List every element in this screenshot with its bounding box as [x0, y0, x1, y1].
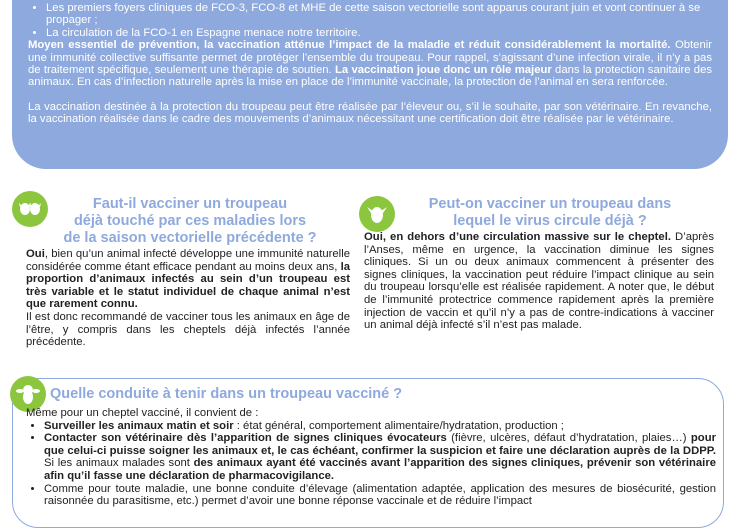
intro-text-2: dans la protection sanitaire des animaux. En cas d’infection naturelle après la mise en place de l’immunité vaccinale, la protection de l’animal en sera renforcée. — [28, 64, 712, 89]
left-heading: Faut-il vacciner un troupeau déjà touché par ces maladies lors de la saison vectorielle précédente ? — [63, 196, 317, 246]
conduct-list — [26, 420, 716, 508]
intro-lead-bold: Moyen essentiel de prévention, la vaccination atténue l’impact de la maladie et réduit considérablement la mortalité. — [28, 39, 671, 52]
intro-text: Obtenir une immunité collective suffisante permet de protéger l’ensemble du troupeau. Pour rappel, s’agissant d’une infection virale, il n’y a pas de traitement spécifique, seulement une thérapie de soutien. — [28, 39, 712, 77]
intro-paragraph-2: La vaccination destinée à la protection du troupeau peut être réalisée par l’éleveur ou, s’il le souhaite, par son vétérinaire. En revanche, la vaccination réalisée dans le cadre des mouvements d’animaux nécessitant une certification doit être réalisée par le vétérinaire. — [28, 100, 712, 126]
intro-panel — [12, 0, 728, 169]
list-item: • Contacter son vétérinaire dès l’apparition de signes cliniques évocateurs (fièvre, ulcères, défaut d’hydratation, plaies…) pour que celui-ci puisse soigner les animaux et, le cas échéant, confirmer la suspicion et faire une déclaration auprès de la DDPP. Si les animaux malades sont des animaux ayant été vaccinés avant l’apparition des signes cliniques, prévenir son vétérinaire afin qu’il fasse une déclaration de pharmacovigilance. — [44, 432, 716, 482]
conduct-body — [26, 407, 716, 508]
intro-bullet: • Les premiers foyers cliniques de FCO-3, FCO-8 et MHE de cette saison vectorielle sont apparus courant juin et vont continuer à se propager ; — [46, 2, 712, 27]
list-item: • Comme pour toute maladie, une bonne conduite d’élevage (alimentation adaptée, application des mesures de biosécurité, gestion raisonnée du parasitisme, etc.) permet d’avoir une bonne réponse vaccinale et de réduire l’impact — [44, 483, 716, 508]
right-paragraph: Oui, en dehors d’une circulation massive sur le cheptel. D’après l’Anses, même en urgence, la vaccination diminue les signes cliniques. Si un ou deux animaux commencent à présenter des signes cliniques, la vaccination peut réduire l’impact clinique au sein du troupeau lorsqu’elle est réalisée rapidement. A noter que, le début de l’immunité protectrice commence rapidement après la première injection de vaccin et qu’il n’y a pas de contre-indications à vacciner un animal déjà infecté s’il n’est pas malade. — [364, 231, 714, 332]
left-paragraph: Oui, bien qu’un animal infecté développe une immunité naturelle considérée comme étant efficace pendant au moins deux ans, la proportion d’animaux infectés au sein d’un troupeau est très variable et le statut individuel de chaque animal n’est que rarement connu. — [26, 248, 350, 311]
conduct-heading: Quelle conduite à tenir dans un troupeau vacciné ? — [50, 386, 403, 402]
intro-bullet: • La circulation de la FCO-1 en Espagne menace notre territoire. — [46, 27, 712, 39]
conduct-intro: Même pour un cheptel vacciné, il convient de : — [26, 407, 259, 419]
list-item: • Surveiller les animaux matin et soir : état général, comportement alimentaire/hydratation, production ; — [44, 420, 716, 433]
intro-paragraph — [28, 39, 712, 89]
intro-bullet-list — [28, 2, 712, 39]
intro-bold-2: La vaccination joue donc un rôle majeur — [334, 64, 552, 77]
right-body — [364, 231, 714, 332]
left-paragraph-2: Il est donc recommandé de vacciner tous les animaux en âge de l’être, y compris dans les cheptels déjà infectés l’année précédente. — [26, 310, 350, 349]
left-body — [26, 248, 350, 349]
right-heading: Peut-on vacciner un troupeau dans lequel le virus circule déjà ? — [428, 196, 672, 229]
cow-head-icon — [359, 196, 395, 232]
